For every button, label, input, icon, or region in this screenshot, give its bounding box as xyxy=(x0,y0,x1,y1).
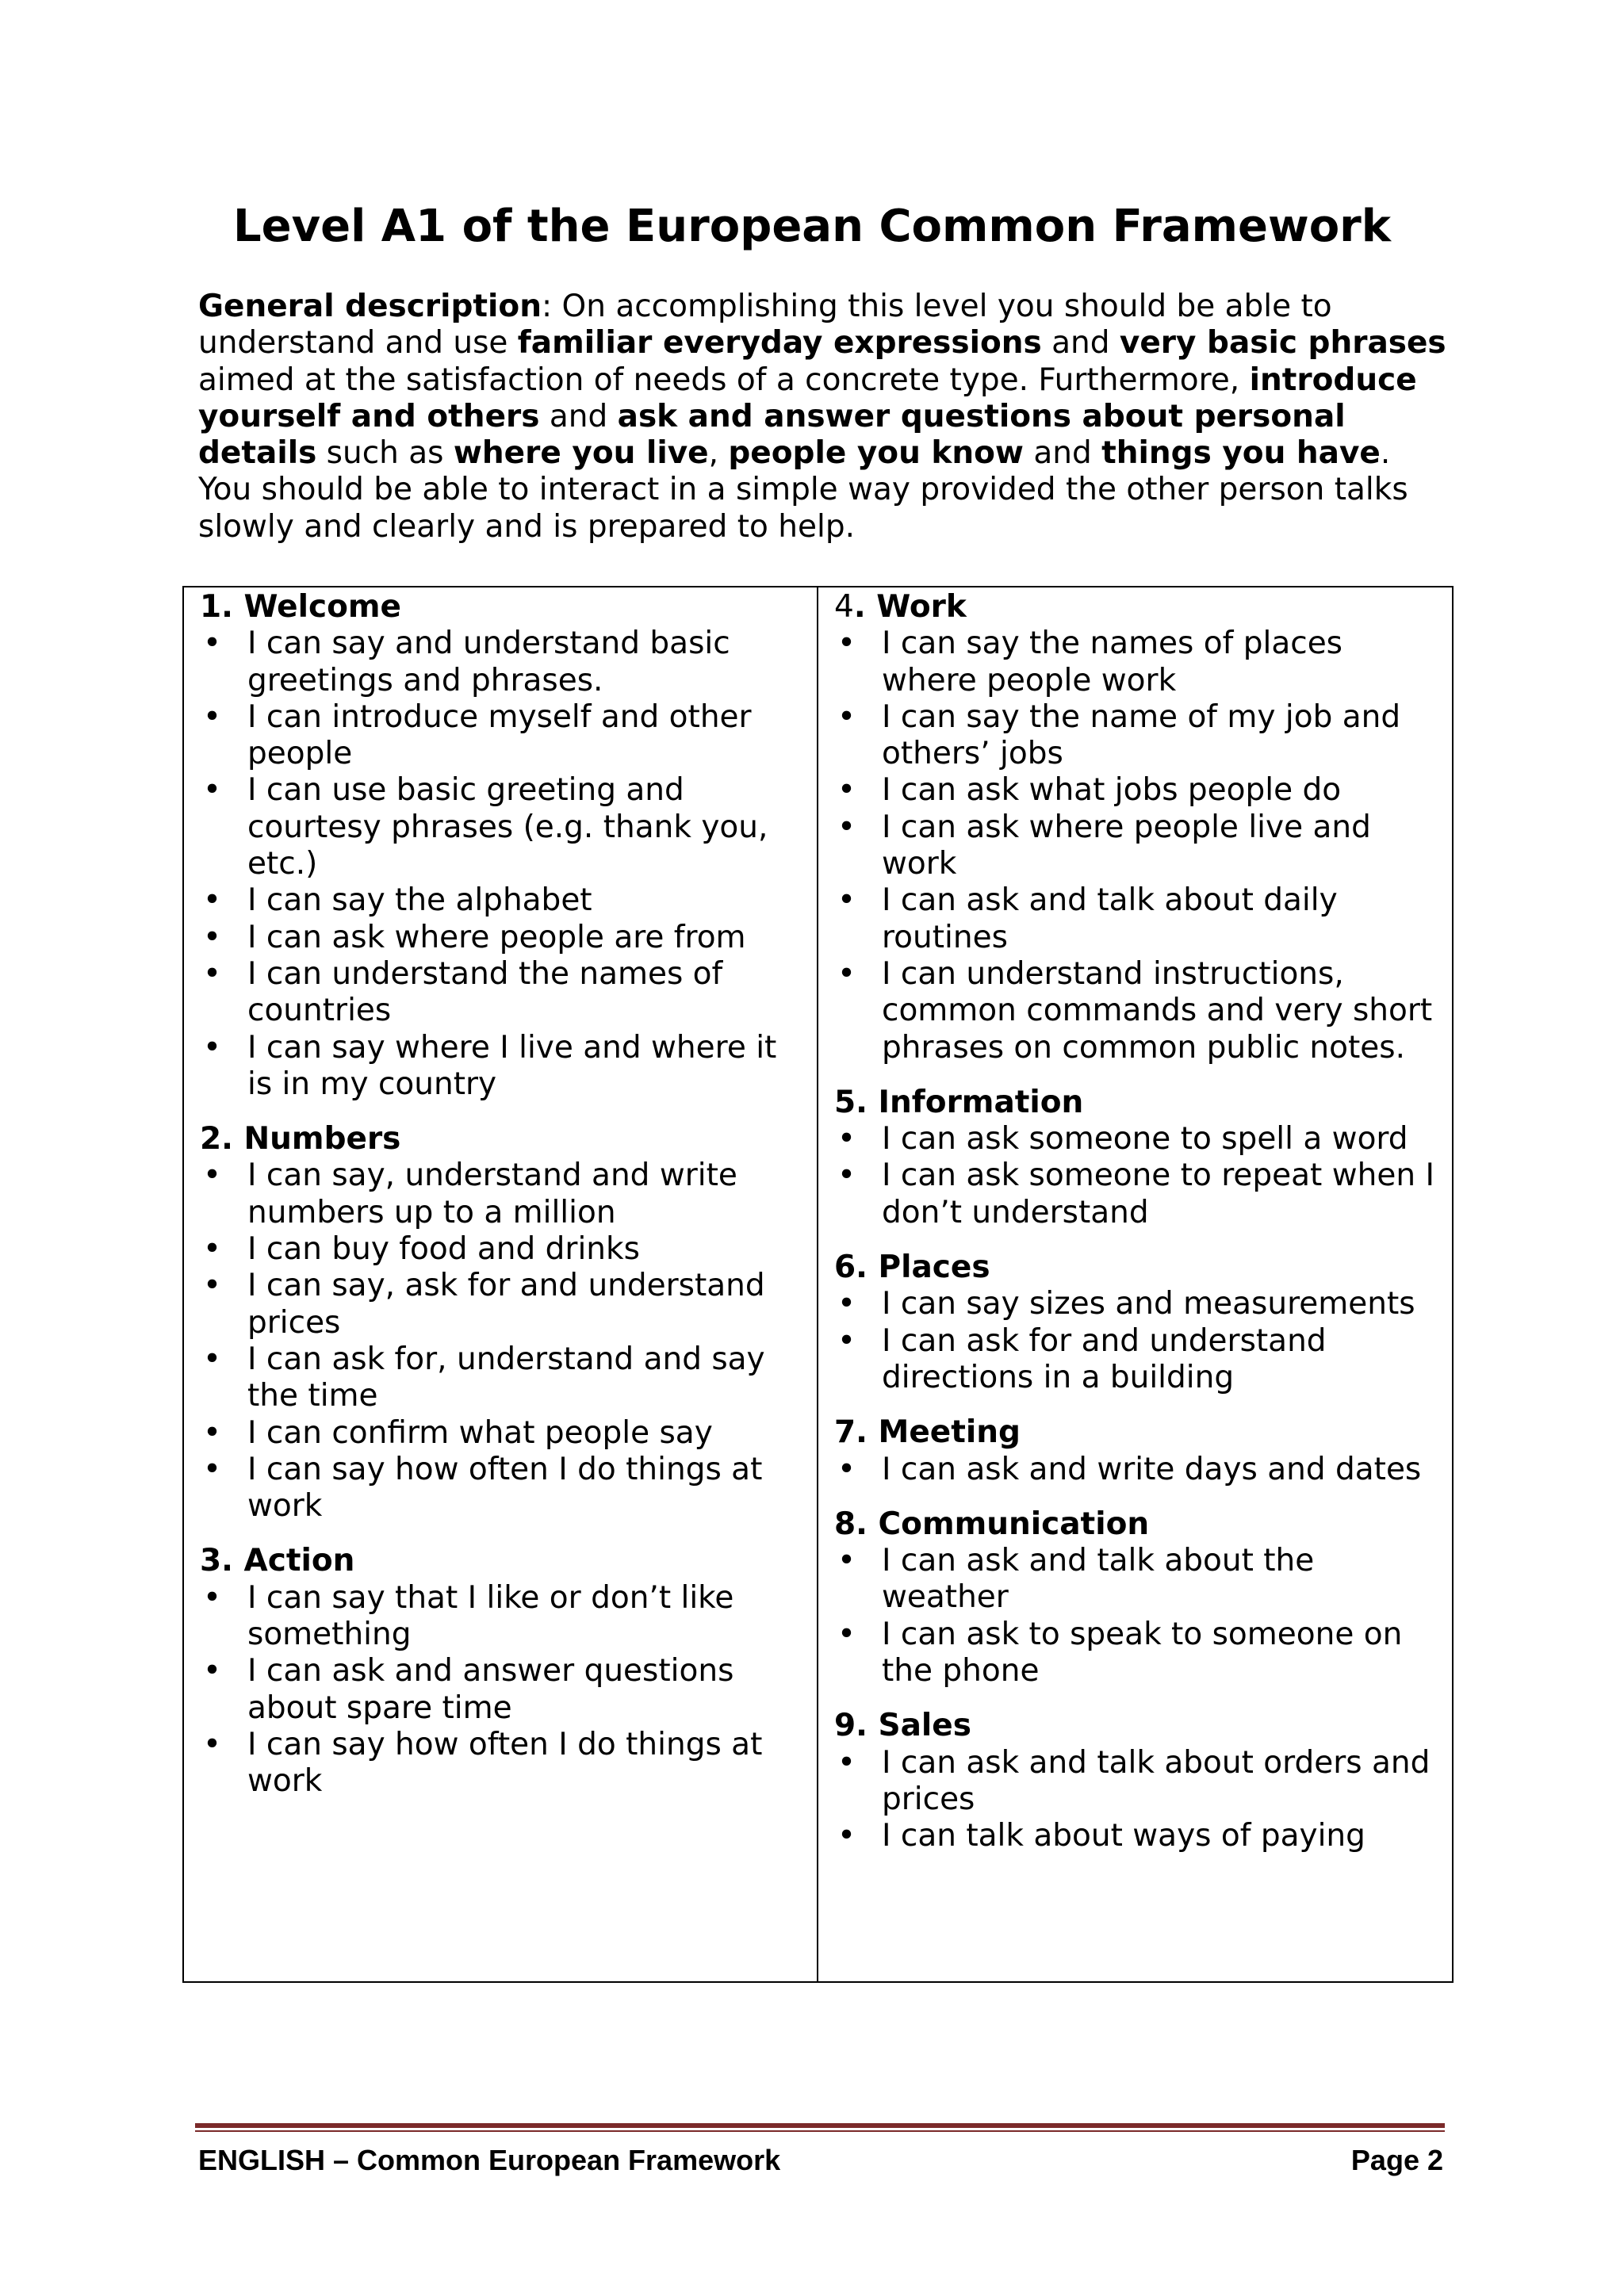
skill-text: I can say the name of my job and others’ jobs xyxy=(882,698,1401,772)
section-title: Communication xyxy=(878,1506,1150,1542)
bullet-icon: • xyxy=(837,1286,856,1322)
description-emphasis: things you have xyxy=(1101,435,1381,472)
section-heading xyxy=(200,589,802,626)
section-title: Welcome xyxy=(243,589,401,625)
footer-page-number: Page 2 xyxy=(1350,2144,1443,2176)
skill-text: I can say the names of places where people work xyxy=(882,626,1343,698)
bullet-icon: • xyxy=(203,1726,222,1762)
footer-rule-thin xyxy=(195,2130,1445,2132)
skill-text: I can ask what jobs people do xyxy=(882,772,1342,809)
section-heading xyxy=(834,1249,1438,1286)
skill-item xyxy=(200,1030,802,1104)
description-emphasis: very basic phrases xyxy=(1119,325,1446,362)
bullet-icon: • xyxy=(837,772,856,809)
skill-item xyxy=(200,1268,802,1341)
section-sales xyxy=(834,1708,1438,1854)
section-number: 2. xyxy=(200,1121,233,1158)
section-title: . Work xyxy=(853,589,967,625)
bullet-icon: • xyxy=(837,955,856,992)
skills-column-left xyxy=(184,587,818,1981)
skill-list xyxy=(834,1452,1438,1488)
bullet-icon: • xyxy=(203,955,222,992)
skill-text: I can ask and talk about orders and prices xyxy=(882,1744,1431,1817)
skill-text: I can say how often I do things at work xyxy=(247,1726,763,1800)
skill-text: I can say and understand basic greetings and phrases. xyxy=(247,626,730,698)
bullet-icon: • xyxy=(837,1616,856,1652)
skill-text: I can ask someone to spell a word xyxy=(882,1121,1408,1158)
description-emphasis: people you know xyxy=(728,435,1024,472)
section-title: Action xyxy=(243,1543,355,1579)
skill-text: I can buy food and drinks xyxy=(247,1231,640,1268)
skill-item xyxy=(200,699,802,773)
skill-text: I can ask and talk about daily routines xyxy=(882,882,1338,955)
description-emphasis: familiar everyday expressions xyxy=(517,325,1042,362)
skill-list xyxy=(200,1158,802,1525)
description-text: and xyxy=(1023,435,1102,472)
skill-text: I can introduce myself and other people xyxy=(247,698,752,772)
section-number: 1. xyxy=(200,589,233,625)
description-text: and xyxy=(1041,325,1120,362)
skill-list xyxy=(834,1286,1438,1396)
skill-item xyxy=(834,1158,1438,1231)
skill-text: I can talk about ways of paying xyxy=(882,1818,1365,1854)
bullet-icon: • xyxy=(203,1029,222,1066)
skill-item xyxy=(834,772,1438,809)
section-numbers xyxy=(200,1121,802,1525)
skill-item xyxy=(834,956,1438,1066)
skill-item xyxy=(200,1653,802,1727)
skill-item xyxy=(200,882,802,919)
bullet-icon: • xyxy=(203,772,222,809)
skill-text: I can say how often I do things at work xyxy=(247,1451,763,1525)
skill-item xyxy=(834,699,1438,773)
bullet-icon: • xyxy=(203,1341,222,1377)
section-heading xyxy=(834,589,1438,626)
bullet-icon: • xyxy=(203,882,222,919)
section-heading xyxy=(200,1543,802,1579)
skill-item xyxy=(200,1452,802,1525)
skill-item xyxy=(200,1158,802,1231)
description-text: such as xyxy=(316,435,454,472)
section-number: 3. xyxy=(200,1543,233,1579)
skill-text: I can use basic greeting and courtesy phrases (e.g. thank you, etc.) xyxy=(247,772,768,882)
skill-item xyxy=(834,1286,1438,1322)
skill-text: I can ask where people live and work xyxy=(882,809,1371,882)
section-title: Numbers xyxy=(243,1121,401,1158)
skill-item xyxy=(834,1617,1438,1690)
skill-text: I can understand the names of countries xyxy=(247,955,723,1029)
skill-text: I can ask someone to repeat when I don’t understand xyxy=(882,1158,1434,1230)
skill-item xyxy=(834,1745,1438,1819)
bullet-icon: • xyxy=(837,1322,856,1359)
bullet-icon: • xyxy=(203,1653,222,1689)
bullet-icon: • xyxy=(203,1231,222,1268)
section-communication xyxy=(834,1506,1438,1689)
section-action xyxy=(200,1543,802,1800)
description-emphasis: where you live xyxy=(453,435,709,472)
description-text: : On accomplishing this level you should be able to understand and use xyxy=(198,289,1332,362)
skills-table xyxy=(182,586,1454,1983)
skill-item xyxy=(834,626,1438,699)
skill-text: I can say that I like or don’t like something xyxy=(247,1579,734,1653)
bullet-icon: • xyxy=(837,626,856,662)
skill-text: I can say, understand and write numbers up to a million xyxy=(247,1158,737,1230)
section-heading xyxy=(200,1121,802,1158)
skill-text: I can say, ask for and understand prices xyxy=(247,1268,765,1341)
skill-text: I can ask for, understand and say the time xyxy=(247,1341,765,1414)
bullet-icon: • xyxy=(837,1744,856,1781)
section-title: Sales xyxy=(878,1708,971,1744)
skill-text: I can confirm what people say xyxy=(247,1414,713,1451)
section-information xyxy=(834,1085,1438,1231)
skill-text: I can ask and talk about the weather xyxy=(882,1543,1315,1616)
skill-list xyxy=(834,626,1438,1066)
skill-item xyxy=(200,1231,802,1268)
skill-item xyxy=(834,1323,1438,1397)
section-places xyxy=(834,1249,1438,1396)
skill-text: I can understand instructions, common commands and very short phrases on common public notes. xyxy=(882,955,1433,1066)
skill-item xyxy=(834,882,1438,956)
section-welcome xyxy=(200,589,802,1103)
section-number: 9. xyxy=(834,1708,868,1744)
section-title: Information xyxy=(878,1084,1084,1120)
skill-item xyxy=(200,920,802,956)
skill-item xyxy=(834,1452,1438,1488)
section-number: 8. xyxy=(834,1506,868,1542)
section-heading xyxy=(834,1414,1438,1451)
skill-text: I can ask and answer questions about spare time xyxy=(247,1653,734,1726)
bullet-icon: • xyxy=(837,1451,856,1487)
description-text: and xyxy=(539,398,618,434)
section-meeting xyxy=(834,1414,1438,1488)
skill-list xyxy=(834,1745,1438,1855)
skills-column-right xyxy=(818,587,1452,1981)
description-text: , xyxy=(708,435,729,472)
skill-item xyxy=(200,1580,802,1654)
general-description xyxy=(198,289,1451,545)
skill-text: I can say the alphabet xyxy=(247,882,592,919)
section-number: 4 xyxy=(834,589,854,625)
bullet-icon: • xyxy=(203,1268,222,1304)
description-emphasis: General description xyxy=(198,289,542,324)
section-heading xyxy=(834,1506,1438,1543)
page-title: Level A1 of the European Common Framework xyxy=(232,201,1392,252)
bullet-icon: • xyxy=(203,1451,222,1487)
skill-item xyxy=(200,626,802,699)
bullet-icon: • xyxy=(837,1121,856,1158)
skill-text: I can say sizes and measurements xyxy=(882,1286,1415,1322)
bullet-icon: • xyxy=(203,1158,222,1194)
section-number: 6. xyxy=(834,1249,868,1286)
section-number: 7. xyxy=(834,1414,868,1451)
skill-item xyxy=(834,1818,1438,1854)
description-emphasis: ask and answer questions about personal details xyxy=(198,398,1346,472)
bullet-icon: • xyxy=(203,919,222,955)
bullet-icon: • xyxy=(203,1579,222,1616)
skill-text: I can ask and write days and dates xyxy=(882,1451,1422,1487)
skill-list xyxy=(834,1121,1438,1231)
skill-item xyxy=(200,1341,802,1415)
skill-item xyxy=(834,809,1438,883)
section-heading xyxy=(834,1085,1438,1121)
bullet-icon: • xyxy=(837,698,856,735)
skill-item xyxy=(834,1121,1438,1158)
bullet-icon: • xyxy=(837,1818,856,1854)
skill-list xyxy=(834,1543,1438,1689)
bullet-icon: • xyxy=(203,698,222,735)
bullet-icon: • xyxy=(837,1543,856,1579)
bullet-icon: • xyxy=(837,882,856,919)
section-heading xyxy=(834,1708,1438,1744)
skill-item xyxy=(834,1543,1438,1617)
skill-text: I can ask where people are from xyxy=(247,919,746,955)
footer-rule-thick xyxy=(195,2123,1445,2128)
bullet-icon: • xyxy=(203,626,222,662)
bullet-icon: • xyxy=(203,1414,222,1451)
section-work xyxy=(834,589,1438,1066)
skill-item xyxy=(200,956,802,1030)
bullet-icon: • xyxy=(837,809,856,845)
skill-list xyxy=(200,626,802,1103)
skill-text: I can ask to speak to someone on the phone xyxy=(882,1616,1403,1689)
footer-document-name: ENGLISH – Common European Framework xyxy=(198,2144,781,2176)
description-text: . You should be able to interact in a simple way provided the other person talks slowly and clearly and is prepared to help. xyxy=(198,435,1408,545)
skill-item xyxy=(200,1727,802,1800)
section-title: Places xyxy=(878,1249,990,1286)
section-title: Meeting xyxy=(878,1414,1021,1451)
section-number: 5. xyxy=(834,1084,868,1120)
skill-item xyxy=(200,1415,802,1452)
skill-text: I can ask for and understand directions in a building xyxy=(882,1322,1327,1395)
skill-item xyxy=(200,772,802,882)
bullet-icon: • xyxy=(837,1158,856,1194)
description-text: aimed at the satisfaction of needs of a concrete type. Furthermore, xyxy=(198,362,1250,398)
description-emphasis: introduce yourself and others xyxy=(198,362,1417,434)
skill-list xyxy=(200,1580,802,1800)
skill-text: I can say where I live and where it is in my country xyxy=(247,1029,777,1102)
